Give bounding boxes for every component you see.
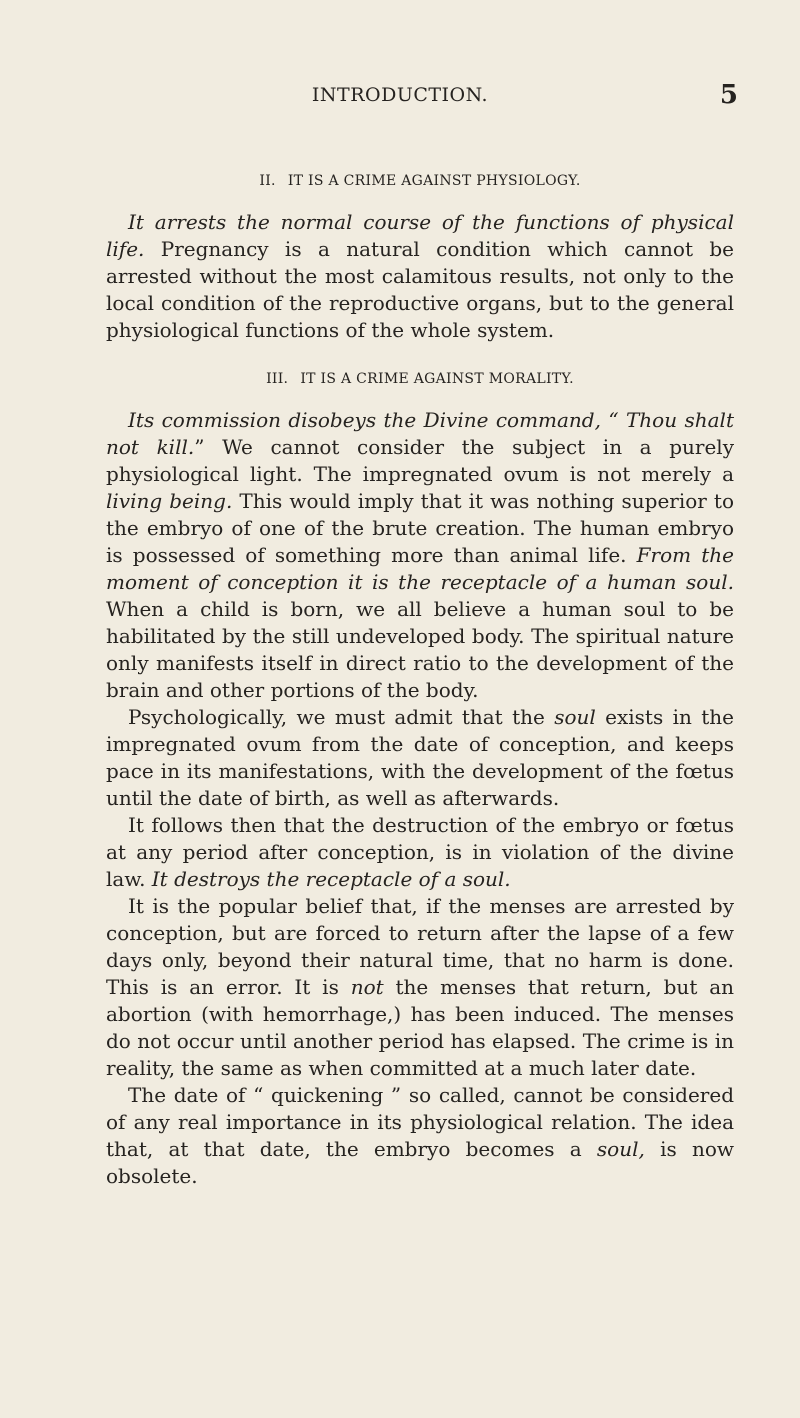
italic-lead: Its commission disobeys the Divine command, bbox=[128, 408, 601, 432]
paragraph bbox=[106, 209, 734, 344]
section-title: IT IS A CRIME AGAINST PHYSIOLOGY. bbox=[287, 173, 581, 189]
page-body bbox=[106, 168, 734, 1190]
section-heading-morality bbox=[106, 366, 734, 393]
paragraph-text: We cannot consider the subject in a purely physiological light. The impregnated ovum is not merely a bbox=[106, 435, 734, 486]
italic-quote: “ Thou shalt not kill. bbox=[106, 408, 734, 459]
italic-lead: It arrests the normal course of the functions of physical life. bbox=[106, 210, 734, 261]
paragraph bbox=[106, 812, 734, 893]
paragraph-text: Psychologically, we must admit that the bbox=[128, 705, 555, 729]
paragraph-text: This would imply that it was nothing superior to the embryo of one of the brute creation. The human embryo is possessed of something more than animal life. bbox=[106, 489, 735, 567]
paragraph-text: The date of “ quickening ” so called, cannot be considered of any real importance in its physiological relation. The idea that, at that date, the embryo becomes a bbox=[106, 1083, 734, 1161]
running-head bbox=[0, 80, 800, 110]
italic-phrase: It destroys the receptacle of a soul. bbox=[151, 867, 511, 891]
paragraph-text: the menses that return, but an abortion (with hemorrhage,) has been induced. The menses do not occur until another period has elapsed. The crime is in reality, the same as when committed at a much later date. bbox=[106, 975, 734, 1080]
running-title: INTRODUCTION. bbox=[311, 84, 489, 106]
page-number: 5 bbox=[719, 80, 738, 110]
section-heading-physiology bbox=[106, 168, 734, 195]
italic-phrase: living being. bbox=[106, 489, 233, 513]
italic-phrase: From the moment of conception it is the receptacle of a human soul. bbox=[106, 543, 734, 594]
paragraph-text: It is the popular belief that, if the menses are arrested by conception, but are forced to return after the lapse of a few days only, beyond their natural time, that no harm is done. This is an error. It is bbox=[106, 894, 734, 999]
paragraph-text: is now obsolete. bbox=[106, 1137, 734, 1188]
section-title: IT IS A CRIME AGAINST MORALITY. bbox=[300, 371, 574, 387]
italic-word: not bbox=[350, 975, 384, 999]
paragraph bbox=[106, 407, 734, 704]
paragraph-text: exists in the impregnated ovum from the date of conception, and keeps pace in its manifestations, with the development of the fœtus until the date of birth, as well as afterwards. bbox=[106, 705, 734, 810]
quote-close: ” bbox=[194, 435, 205, 459]
paragraph bbox=[106, 704, 734, 812]
paragraph bbox=[106, 893, 734, 1082]
section-numeral: III. bbox=[266, 371, 289, 387]
section-numeral: II. bbox=[259, 173, 276, 189]
paragraph-text: Pregnancy is a natural condition which cannot be arrested without the most calamitous results, not only to the local condition of the reproductive organs, but to the general physiological functions of the whole system. bbox=[106, 237, 734, 342]
paragraph-text: When a child is born, we all believe a human soul to be habilitated by the still undeveloped body. The spiritual nature only manifests itself in direct ratio to the development of the brain and other portions of the body. bbox=[106, 597, 734, 702]
italic-word: soul bbox=[554, 705, 596, 729]
paragraph-text: It follows then that the destruction of the embryo or fœtus at any period after conception, is in violation of the divine law. bbox=[106, 813, 734, 891]
italic-word: soul, bbox=[596, 1137, 645, 1161]
paragraph bbox=[106, 1082, 734, 1190]
